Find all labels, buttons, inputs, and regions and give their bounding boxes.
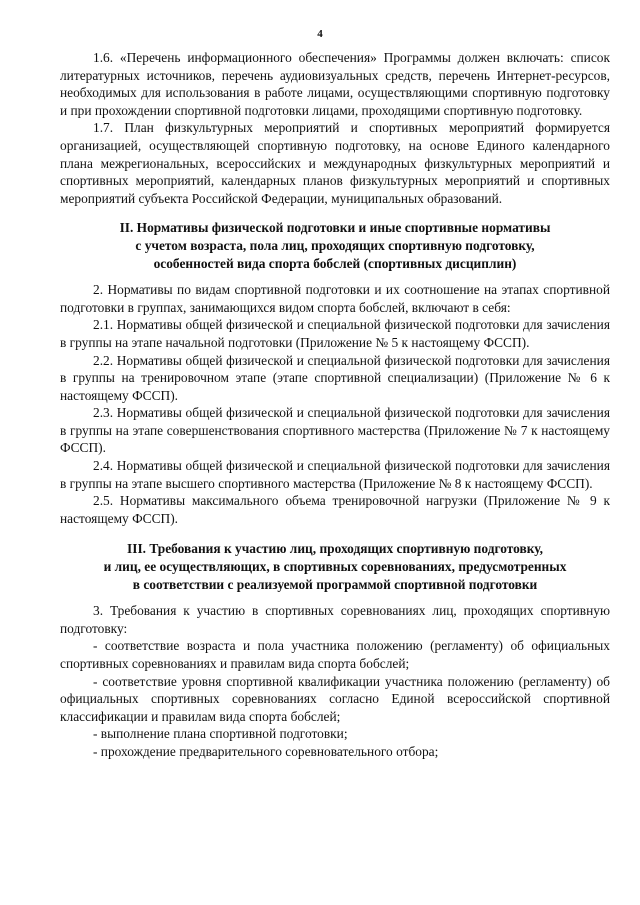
requirement-item: - выполнение плана спортивной подготовки;	[93, 726, 348, 742]
section-3-heading	[60, 540, 610, 593]
paragraph-2-4: 2.4. Нормативы общей физической и специальной физической подготовки для зачисления в группы на этапе высшего спортивного мастерства (Приложение № 8 к настоящему ФССП).	[60, 458, 610, 491]
section-2-heading-line: II. Нормативы физической подготовки и иные спортивные нормативы	[119, 220, 551, 236]
paragraph-1-6: 1.6. «Перечень информационного обеспечения» Программы должен включать: список литературных источников, перечень аудиовизуальных средств, перечень Интернет-ресурсов, необходимых для использования в работе лицами, осуществляющими спортивную подготовку и при прохождении спортивной подготовки лицами, проходящими спортивную подготовку.	[60, 50, 610, 118]
paragraph-3-intro: 3. Требования к участию в спортивных соревнованиях лиц, проходящих спортивную подготовку:	[60, 603, 610, 636]
section-2-heading-line: особенностей вида спорта бобслей (спортивных дисциплин)	[153, 255, 517, 271]
page-number: 4	[317, 28, 323, 40]
requirement-item: - соответствие возраста и пола участника положению (регламенту) об официальных спортивных соревнованиях и правилам вида спорта бобслей;	[60, 638, 610, 671]
section-3-heading-line: III. Требования к участию лиц, проходящих спортивную подготовку,	[127, 541, 543, 557]
section-3-heading-line: и лиц, ее осуществляющих, в спортивных соревнованиях, предусмотренных	[103, 559, 567, 575]
paragraph-2-5: 2.5. Нормативы максимального объема тренировочной нагрузки (Приложение № 9 к настоящему ФССП).	[60, 493, 610, 526]
paragraph-1-7: 1.7. План физкультурных мероприятий и спортивных мероприятий формируется организацией, осуществляющей спортивную подготовку, на основе Единого календарного плана межрегиональных, всероссийских и международных физкультурных мероприятий и спортивных мероприятий, календарных планов физкультурных мероприятий и спортивных мероприятий субъекта Российской Федерации, муниципальных образований.	[60, 120, 610, 206]
section-3-heading-line: в соответствии с реализуемой программой спортивной подготовки	[132, 576, 538, 592]
requirement-item: - соответствие уровня спортивной квалификации участника положению (регламенту) об официальных спортивных соревнованиях согласно Единой всероссийской спортивной классификации и правилам вида спорта бобслей;	[60, 673, 610, 724]
requirement-item: - прохождение предварительного соревновательного отбора;	[93, 743, 439, 759]
page-content	[60, 49, 610, 761]
paragraph-2-1: 2.1. Нормативы общей физической и специальной физической подготовки для зачисления в группы на этапе начальной подготовки (Приложение № 5 к настоящему ФССП).	[60, 317, 610, 350]
section-2-heading	[60, 219, 610, 272]
paragraph-2-3: 2.3. Нормативы общей физической и специальной физической подготовки для зачисления в группы на этапе совершенствования спортивного мастерства (Приложение № 7 к настоящему ФССП).	[60, 405, 610, 456]
paragraph-2-intro: 2. Нормативы по видам спортивной подготовки и их соотношение на этапах спортивной подготовки в группах, занимающихся видом спорта бобслей, включают в себя:	[60, 282, 610, 315]
section-2-heading-line: с учетом возраста, пола лиц, проходящих спортивную подготовку,	[135, 237, 535, 253]
paragraph-2-2: 2.2. Нормативы общей физической и специальной физической подготовки для зачисления в группы на тренировочном этапе (этапе спортивной специализации) (Приложение № 6 к настоящему ФССП).	[60, 352, 610, 403]
